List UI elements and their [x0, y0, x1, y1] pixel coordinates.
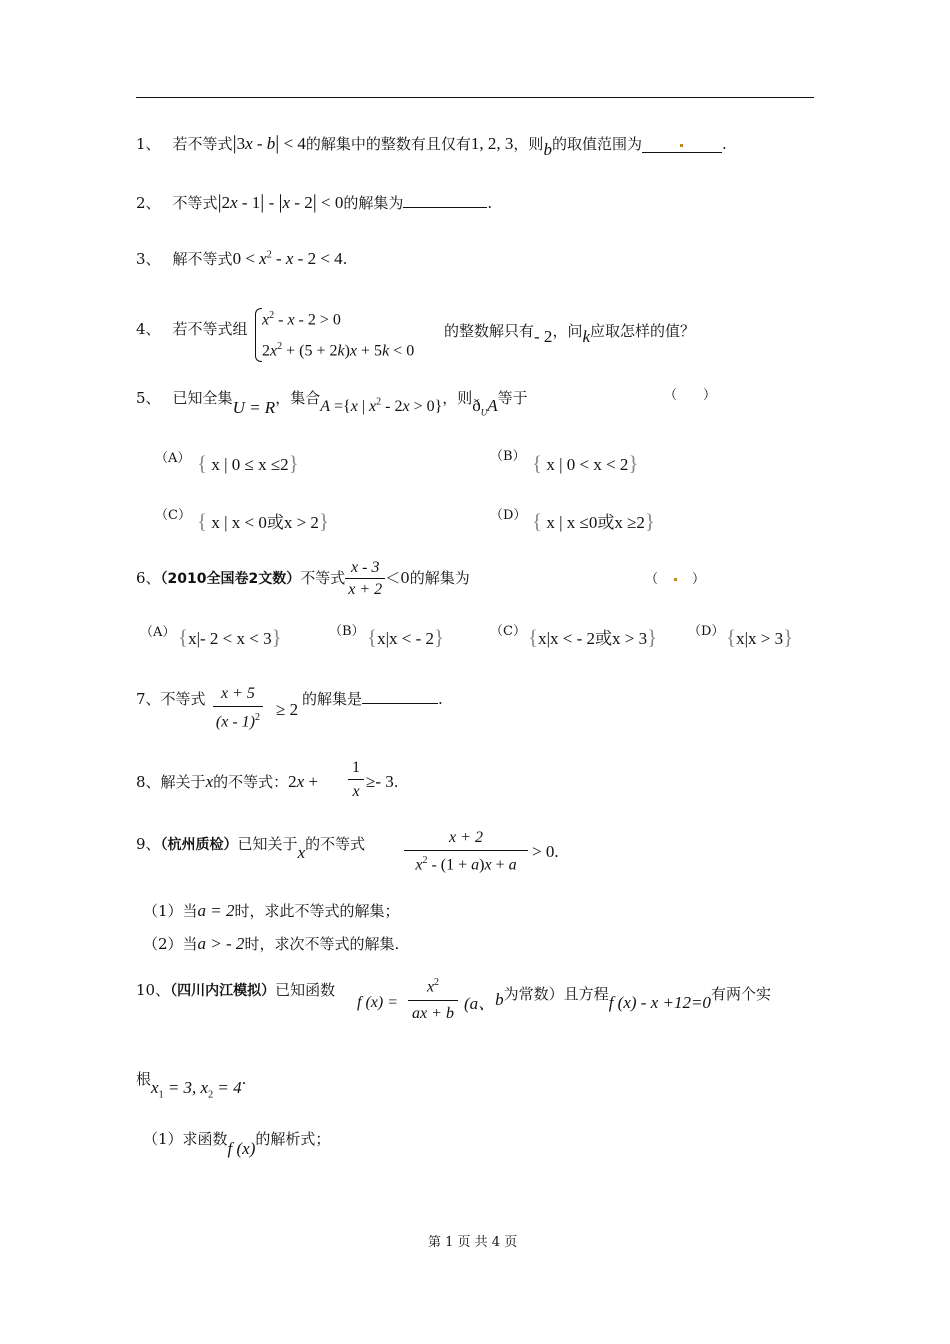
question-3: 3、 解不等式$0 < x^2 - x - 2 < 4$.: [136, 249, 348, 268]
q1-inequality: |3x - b| < 4: [232, 132, 306, 154]
q10-line-2: 根$x_1 = 3$, $x_2 = 4$.: [136, 1070, 247, 1101]
q6-option-b-expr: {x|x < - 2}: [367, 625, 445, 649]
q6-option-c-label[interactable]: （C）: [490, 624, 526, 639]
q3-inequality: $0 < x^2 - x - 2 < 4$: [232, 249, 343, 268]
q6-option-a-label[interactable]: （A）: [140, 625, 176, 640]
q4-system-line-1: $x^2 - x - 2 > 0$: [262, 310, 341, 329]
q9-sub-1: （1）当a = 2时，求此不等式的解集；: [143, 901, 400, 920]
q7-fraction: x + 5 (x - 1)$^2$: [213, 686, 263, 730]
q2-inequality: |2x - 1| - |x - 2| < 0: [217, 191, 344, 213]
q6-fraction: $\frac{x - 3}{x + 2}$: [345, 560, 385, 598]
q8-lhs: 2x +: [288, 772, 319, 791]
q8-fraction: 1 x: [348, 760, 364, 800]
page-footer: 第 1 页 共 4 页: [428, 1235, 518, 1250]
q5-option-a-expr: { x | 0 ≤ x ≤2}: [197, 451, 299, 475]
q6-option-c-expr: {x|x < - 2或x > 3}: [528, 625, 658, 649]
q2-answer-blank[interactable]: [403, 207, 487, 208]
q4-system-brace: [255, 308, 262, 362]
q6-option-b-label[interactable]: （B）: [329, 624, 365, 639]
question-2: 2、 不等式|2x - 1| - |x - 2| < 0的解集为 .: [136, 191, 493, 213]
q7-relation: ≥ 2: [276, 700, 299, 719]
question-4-tail: 的整数解只有- 2，问k应取怎样的值？: [444, 322, 696, 346]
q10-sub-1: （1）求函数f (x)的解析式；: [143, 1130, 331, 1158]
q5-complement: $ð_UA$: [472, 396, 498, 418]
q6-option-d-expr: {x|x > 3}: [726, 625, 794, 649]
q4-system-line-2: $2x^2 + (5 + 2k)x + 5k < 0$: [262, 341, 415, 360]
q6-answer-paren[interactable]: （ ）: [645, 572, 706, 587]
q6-option-d-label[interactable]: （D）: [688, 624, 725, 639]
q6-dot-mark: [674, 578, 677, 581]
q7-answer-blank[interactable]: [362, 703, 438, 704]
q5-option-c-expr: { x | x < 0或x > 2}: [197, 509, 330, 533]
question-7-tail: 的解集是 .: [302, 690, 443, 708]
q5-answer-paren[interactable]: （ ）: [664, 388, 717, 403]
q10-function: f (x) =: [357, 994, 398, 1011]
question-7: 7、不等式: [136, 690, 206, 708]
q1-answer-blank[interactable]: [642, 137, 722, 153]
question-8-tail: ≥- 3.: [366, 772, 399, 791]
q5-set-A: A ={x | $x^2 - 2x > 0$}: [320, 396, 443, 415]
q10-fraction: $x^2$ ax + b: [408, 978, 458, 1022]
q6-option-a-expr: {x|- 2 < x < 3}: [178, 625, 282, 649]
q9-sub-2: （2）当a > - 2时，求次不等式的解集.: [143, 934, 400, 953]
q5-option-c-label[interactable]: （C）: [155, 508, 191, 523]
question-4: 4、 若不等式组: [136, 320, 248, 338]
question-9: 9、（杭州质检）已知关于x的不等式: [136, 835, 366, 862]
q9-relation: > 0.: [532, 842, 559, 861]
header-rule: [136, 97, 814, 98]
q5-option-b-label[interactable]: （B）: [490, 449, 526, 464]
question-1: 1、 若不等式|3x - b| < 4的解集中的整数有且仅有1, 2, 3，则b的取值范围为 .: [136, 132, 727, 159]
q1-dot-mark: [680, 144, 683, 147]
q10-roots: $x_1 = 3$, $x_2 = 4$: [151, 1078, 242, 1101]
question-10: 10、（四川内江模拟）已知函数: [136, 981, 336, 999]
question-10-tail: (a、b为常数）且方程f (x) - x +12=0有两个实: [464, 985, 771, 1013]
q9-fraction: x + 2 $x^2 - (1 + a)x + a$: [404, 830, 528, 873]
question-5: 5、 已知全集U = R，集合A ={x | $x^2 - 2x > 0$}，则$ð_UA$等于: [136, 389, 528, 418]
q5-option-d-label[interactable]: （D）: [490, 508, 527, 523]
question-8: 8、解关于x的不等式：2x +: [136, 772, 319, 791]
q5-option-a-label[interactable]: （A）: [155, 451, 191, 466]
q5-option-b-expr: { x | 0 < x < 2}: [532, 451, 639, 475]
q5-option-d-expr: { x | x ≤0或x ≥2}: [532, 509, 656, 533]
question-6: 6、（2010全国卷2文数）不等式 $\frac{x - 3}{x + 2}$ ＜0的解集为: [136, 559, 470, 598]
